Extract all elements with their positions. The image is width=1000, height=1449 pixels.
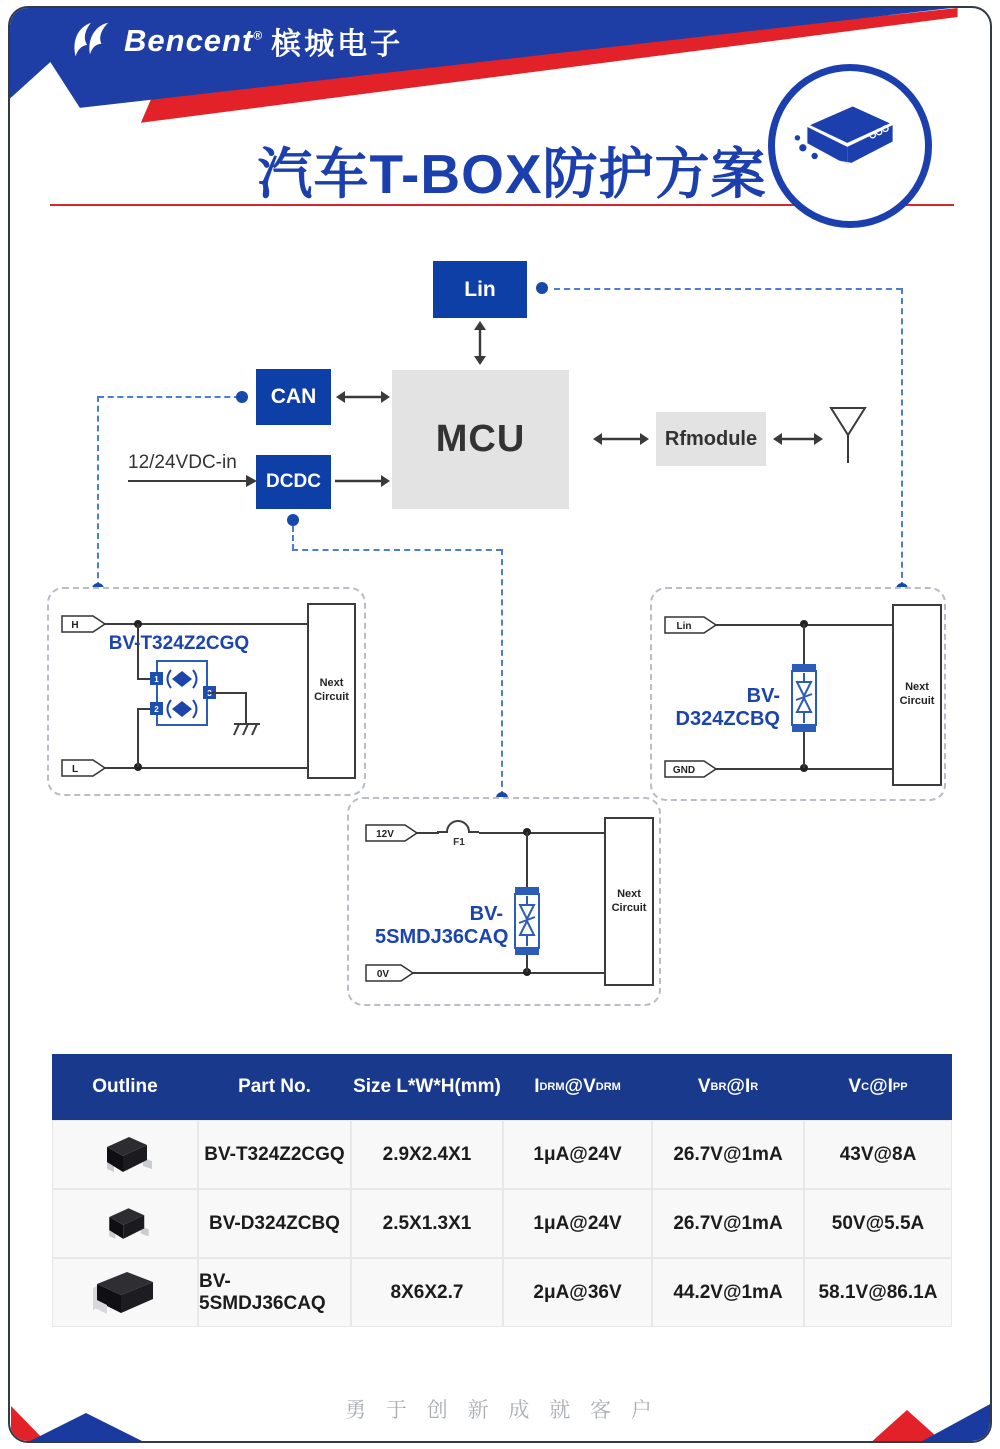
package-outline-cell (52, 1120, 198, 1189)
next-circuit-box: Next Circuit (307, 603, 356, 779)
col-header-vbr: V BR @ I R (652, 1054, 804, 1120)
table-header-row (52, 1054, 952, 1120)
arrow-can-mcu (335, 388, 391, 406)
block-dcdc: DCDC (256, 455, 331, 509)
size-cell: 2.9X2.4X1 (351, 1120, 503, 1189)
ground-icon (232, 722, 262, 738)
tag-h (61, 615, 107, 633)
lin-dashed-line-h (554, 288, 902, 290)
can-dashed-line-h (98, 396, 240, 398)
wire (413, 972, 604, 974)
svg-text:H: H (71, 620, 79, 631)
tbox-device-badge (768, 64, 932, 228)
col-header-vc: V C @ I PP (804, 1054, 952, 1120)
tvs-diode-symbol (786, 664, 822, 732)
wire (526, 955, 528, 972)
block-lin: Lin (433, 261, 527, 318)
circuit-box-can (47, 587, 366, 796)
wire (245, 692, 247, 724)
page-title: 汽车T-BOX防护方案 (257, 143, 767, 205)
table-row (52, 1189, 952, 1258)
svg-text:1: 1 (154, 675, 159, 684)
svg-text:0V: 0V (376, 969, 390, 980)
idrm-cell: 2μA@36V (503, 1258, 652, 1327)
wire (526, 832, 528, 887)
vc-cell: 50V@5.5A (804, 1189, 952, 1258)
tag-l (61, 759, 107, 777)
wire (209, 692, 247, 694)
brand-name-chinese: 槟城电子 (271, 28, 404, 61)
footer-slogan: 勇 于 创 新 成 就 客 户 (345, 1399, 659, 1422)
brand-name: Bencent® (124, 23, 264, 58)
fuse-symbol (437, 819, 479, 834)
package-outline-image (93, 1131, 157, 1179)
parts-table (52, 1054, 952, 1327)
arrow-mcu-rfmodule (592, 430, 650, 448)
antenna-icon (828, 405, 868, 467)
table-row (52, 1258, 952, 1327)
arrow-lin-mcu (471, 320, 489, 366)
registered-mark: ® (253, 28, 264, 43)
part-no-cell: BV-5SMDJ36CAQ (198, 1258, 351, 1327)
svg-text:Lin: Lin (676, 621, 692, 632)
tag-gnd (664, 760, 718, 778)
vc-cell: 58.1V@86.1A (804, 1258, 952, 1327)
part-label: BV-D324ZCBQ (675, 685, 780, 730)
lin-connector-dot (536, 282, 548, 294)
col-header-part: Part No. (198, 1054, 351, 1120)
vdc-in-arrow (128, 474, 258, 488)
block-mcu: MCU (392, 370, 569, 509)
part-label: BV-T324Z2CGQ (108, 633, 250, 654)
lin-dashed-line-v (901, 288, 903, 588)
block-can: CAN (256, 369, 331, 425)
vbr-cell: 26.7V@1mA (652, 1120, 804, 1189)
brand-logo (64, 18, 403, 64)
arrow-rfmodule-antenna (772, 430, 824, 448)
dcdc-connector-dot (287, 514, 299, 526)
size-cell: 8X6X2.7 (351, 1258, 503, 1327)
wire (803, 624, 805, 664)
can-dashed-line-v (97, 396, 99, 588)
col-header-idrm: I DRM @ V DRM (503, 1054, 652, 1120)
circuit-box-power (347, 797, 661, 1006)
size-cell: 2.5X1.3X1 (351, 1189, 503, 1258)
part-label: BV-5SMDJ36CAQ (375, 903, 509, 948)
wire (479, 832, 604, 834)
table-row (52, 1120, 952, 1189)
circuit-box-lin (650, 587, 946, 801)
block-rfmodule: Rfmodule (656, 412, 766, 466)
svg-text:2: 2 (154, 705, 159, 714)
part-no-cell: BV-D324ZCBQ (198, 1189, 351, 1258)
wire (803, 732, 805, 768)
next-circuit-box: Next Circuit (892, 604, 942, 786)
svg-text:12V: 12V (376, 829, 394, 840)
idrm-cell: 1μA@24V (503, 1189, 652, 1258)
next-circuit-box: Next Circuit (604, 817, 654, 986)
can-connector-dot (236, 391, 248, 403)
tvs-diode-symbol (509, 887, 545, 955)
vbr-cell: 26.7V@1mA (652, 1189, 804, 1258)
arrow-dcdc-mcu (335, 472, 391, 490)
svg-text:GND: GND (672, 765, 696, 776)
package-outline-image (87, 1266, 163, 1320)
svg-text:L: L (71, 764, 79, 775)
vdc-in-label: 12/24VDC-in (128, 452, 237, 473)
tag-0v (365, 964, 415, 982)
idrm-cell: 1μA@24V (503, 1120, 652, 1189)
package-outline-image (97, 1203, 153, 1245)
dcdc-dashed-line-v1 (292, 526, 294, 550)
dcdc-dashed-line-h (292, 549, 502, 551)
bencent-swoosh-icon (64, 18, 116, 64)
package-outline-cell (52, 1189, 198, 1258)
part-no-cell: BV-T324Z2CGQ (198, 1120, 351, 1189)
tag-12v (365, 824, 419, 842)
tbox-device-icon (782, 78, 918, 214)
vc-cell: 43V@8A (804, 1120, 952, 1189)
package-outline-cell (52, 1258, 198, 1327)
dcdc-dashed-line-v2 (501, 549, 503, 797)
wire (137, 709, 139, 767)
tag-lin (664, 616, 718, 634)
col-header-size: Size L*W*H(mm) (351, 1054, 503, 1120)
col-header-outline: Outline (52, 1054, 198, 1120)
wire (417, 832, 439, 834)
poster-card (8, 6, 992, 1443)
fuse-label: F1 (453, 837, 465, 848)
vbr-cell: 44.2V@1mA (652, 1258, 804, 1327)
